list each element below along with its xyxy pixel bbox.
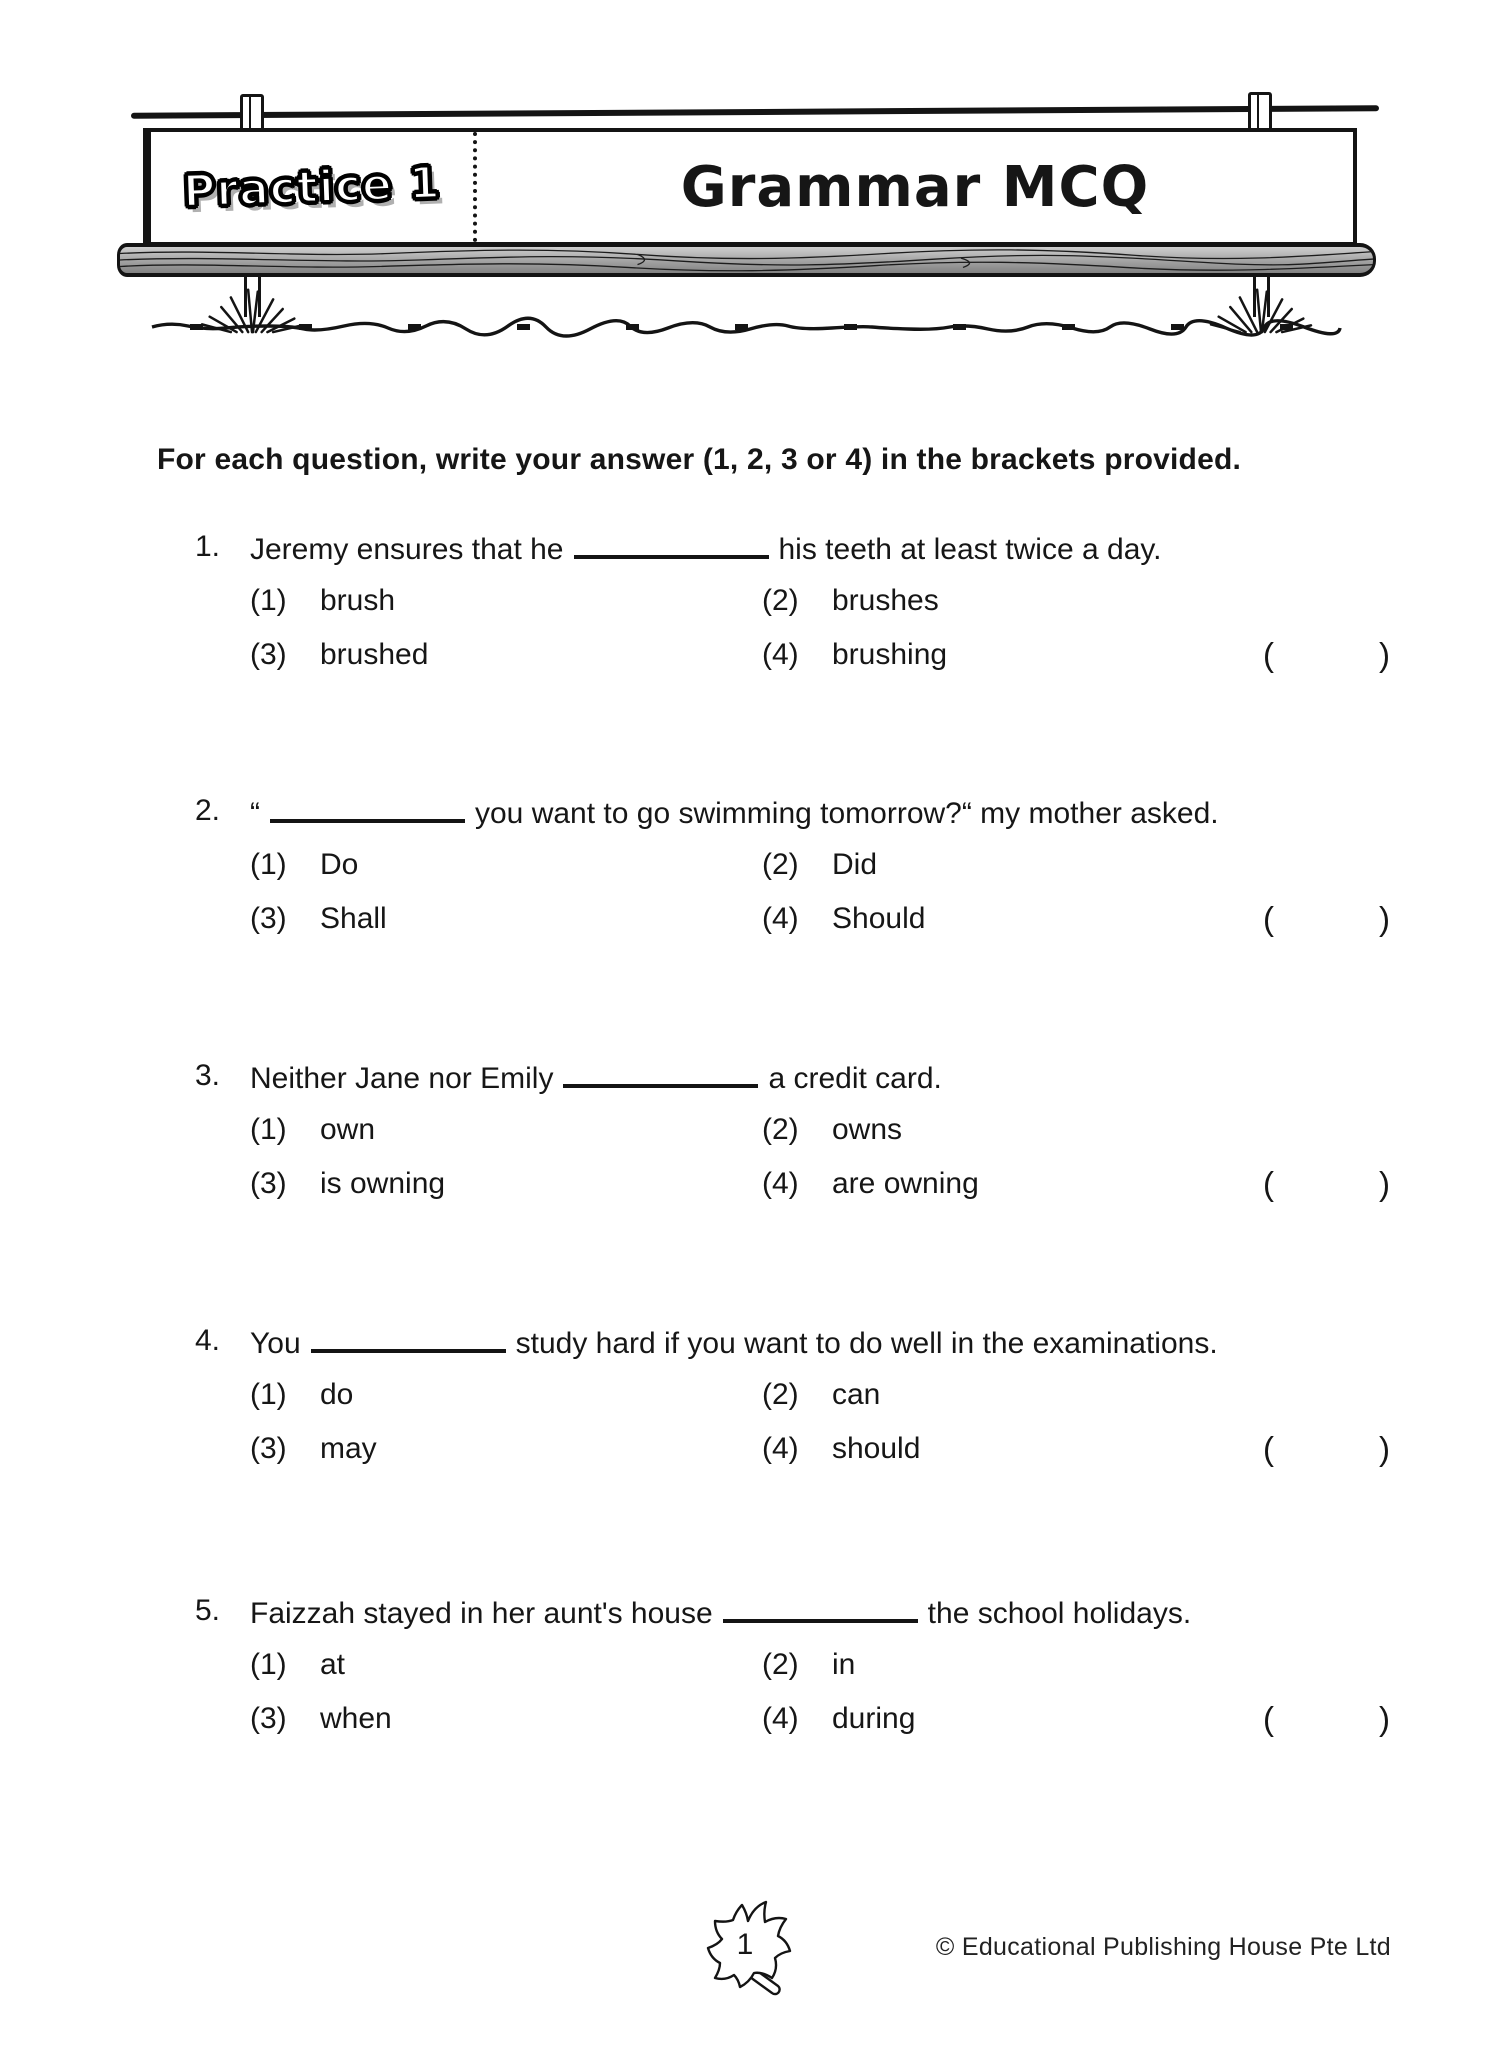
page-number: 1 bbox=[736, 1928, 754, 1961]
question-2 bbox=[195, 792, 1390, 954]
question-number: 4. bbox=[195, 1324, 221, 1357]
option-label: brushes bbox=[832, 584, 939, 617]
question-number: 1. bbox=[195, 530, 221, 563]
question-text bbox=[250, 792, 1390, 846]
option-label: should bbox=[832, 1432, 921, 1465]
option-marker: (2) bbox=[762, 1113, 799, 1146]
option-marker: (4) bbox=[762, 902, 799, 935]
bracket-close: ) bbox=[1379, 636, 1390, 673]
option-marker: (1) bbox=[250, 1113, 287, 1146]
answer-blank bbox=[311, 1322, 506, 1353]
option-label: at bbox=[320, 1648, 346, 1681]
page-number-leaf bbox=[698, 1893, 802, 2003]
option-marker: (3) bbox=[250, 638, 287, 671]
option-marker: (3) bbox=[250, 1702, 287, 1735]
sign-title-cell bbox=[477, 132, 1353, 242]
question-4 bbox=[195, 1322, 1390, 1484]
option-label: may bbox=[320, 1432, 377, 1465]
bracket-open: ( bbox=[1263, 900, 1274, 937]
instruction-text: For each question, write your answer (1, 2, 3 or 4) in the brackets provided. bbox=[157, 443, 1242, 476]
question-post: the school holidays. bbox=[927, 1597, 1192, 1630]
answer-brackets bbox=[1263, 1698, 1390, 1739]
bracket-close: ) bbox=[1379, 1430, 1390, 1467]
option-label: do bbox=[320, 1378, 354, 1411]
option-marker: (1) bbox=[250, 848, 287, 881]
sign-board bbox=[143, 128, 1357, 246]
option-marker: (4) bbox=[762, 638, 799, 671]
option-label: when bbox=[320, 1702, 392, 1735]
bracket-close: ) bbox=[1379, 1700, 1390, 1737]
question-text bbox=[250, 1322, 1390, 1376]
option-label: are owning bbox=[832, 1167, 979, 1200]
question-text bbox=[250, 1592, 1390, 1646]
option-label: in bbox=[832, 1648, 856, 1681]
question-post: you want to go swimming tomorrow?“ my mother asked. bbox=[475, 797, 1219, 830]
option-marker: (4) bbox=[762, 1432, 799, 1465]
answer-brackets bbox=[1263, 1163, 1390, 1204]
option-marker: (2) bbox=[762, 1378, 799, 1411]
question-pre: Neither Jane nor Emily bbox=[250, 1062, 554, 1095]
answer-blank bbox=[574, 528, 769, 559]
option-marker: (3) bbox=[250, 1167, 287, 1200]
answer-blank bbox=[270, 792, 465, 823]
log-grain bbox=[120, 247, 1373, 273]
option-marker: (1) bbox=[250, 1648, 287, 1681]
option-marker: (2) bbox=[762, 848, 799, 881]
option-label: brushing bbox=[832, 638, 948, 671]
option-marker: (3) bbox=[250, 902, 287, 935]
log-graphic bbox=[117, 243, 1376, 277]
question-post: study hard if you want to do well in the examinations. bbox=[515, 1327, 1218, 1360]
option-label: during bbox=[832, 1702, 916, 1735]
question-number: 2. bbox=[195, 794, 221, 827]
question-text bbox=[250, 528, 1390, 582]
bracket-open: ( bbox=[1263, 1165, 1274, 1202]
option-label: Should bbox=[832, 902, 926, 935]
option-label: brush bbox=[320, 584, 396, 617]
question-number: 5. bbox=[195, 1594, 221, 1627]
option-label: is owning bbox=[320, 1167, 446, 1200]
question-number: 3. bbox=[195, 1059, 221, 1092]
option-label: owns bbox=[832, 1113, 903, 1146]
option-marker: (1) bbox=[250, 1378, 287, 1411]
question-pre: Jeremy ensures that he bbox=[250, 533, 564, 566]
option-marker: (2) bbox=[762, 1648, 799, 1681]
option-label: Shall bbox=[320, 902, 387, 935]
practice-badge bbox=[151, 132, 473, 242]
option-label: brushed bbox=[320, 638, 429, 671]
bracket-open: ( bbox=[1263, 1430, 1274, 1467]
bracket-close: ) bbox=[1379, 900, 1390, 937]
question-1 bbox=[195, 528, 1390, 690]
option-marker: (1) bbox=[250, 584, 287, 617]
bracket-open: ( bbox=[1263, 1700, 1274, 1737]
answer-brackets bbox=[1263, 634, 1390, 675]
grass-left-icon bbox=[182, 284, 322, 334]
question-text bbox=[250, 1057, 1390, 1111]
question-pre: You bbox=[250, 1327, 301, 1360]
sign-top-edge bbox=[131, 105, 1379, 119]
bracket-close: ) bbox=[1379, 1165, 1390, 1202]
option-marker: (2) bbox=[762, 584, 799, 617]
option-label: Did bbox=[832, 848, 878, 881]
practice-label: Practice 1 bbox=[182, 157, 442, 217]
page-title: Grammar MCQ bbox=[680, 154, 1150, 220]
question-5 bbox=[195, 1592, 1390, 1754]
sign-peg-right bbox=[1248, 92, 1272, 132]
bracket-open: ( bbox=[1263, 636, 1274, 673]
answer-blank bbox=[563, 1057, 758, 1088]
question-pre: “ bbox=[250, 797, 260, 830]
copyright-text: © Educational Publishing House Pte Ltd bbox=[935, 1933, 1391, 1961]
option-marker: (3) bbox=[250, 1432, 287, 1465]
grass-right-icon bbox=[1191, 284, 1331, 334]
option-marker: (4) bbox=[762, 1167, 799, 1200]
question-3 bbox=[195, 1057, 1390, 1219]
option-marker: (4) bbox=[762, 1702, 799, 1735]
option-label: can bbox=[832, 1378, 881, 1411]
answer-brackets bbox=[1263, 898, 1390, 939]
answer-brackets bbox=[1263, 1428, 1390, 1469]
question-post: a credit card. bbox=[768, 1062, 942, 1095]
question-pre: Faizzah stayed in her aunt's house bbox=[250, 1597, 713, 1630]
question-post: his teeth at least twice a day. bbox=[778, 533, 1162, 566]
answer-blank bbox=[723, 1592, 918, 1623]
option-label: Do bbox=[320, 848, 359, 881]
option-label: own bbox=[320, 1113, 376, 1146]
